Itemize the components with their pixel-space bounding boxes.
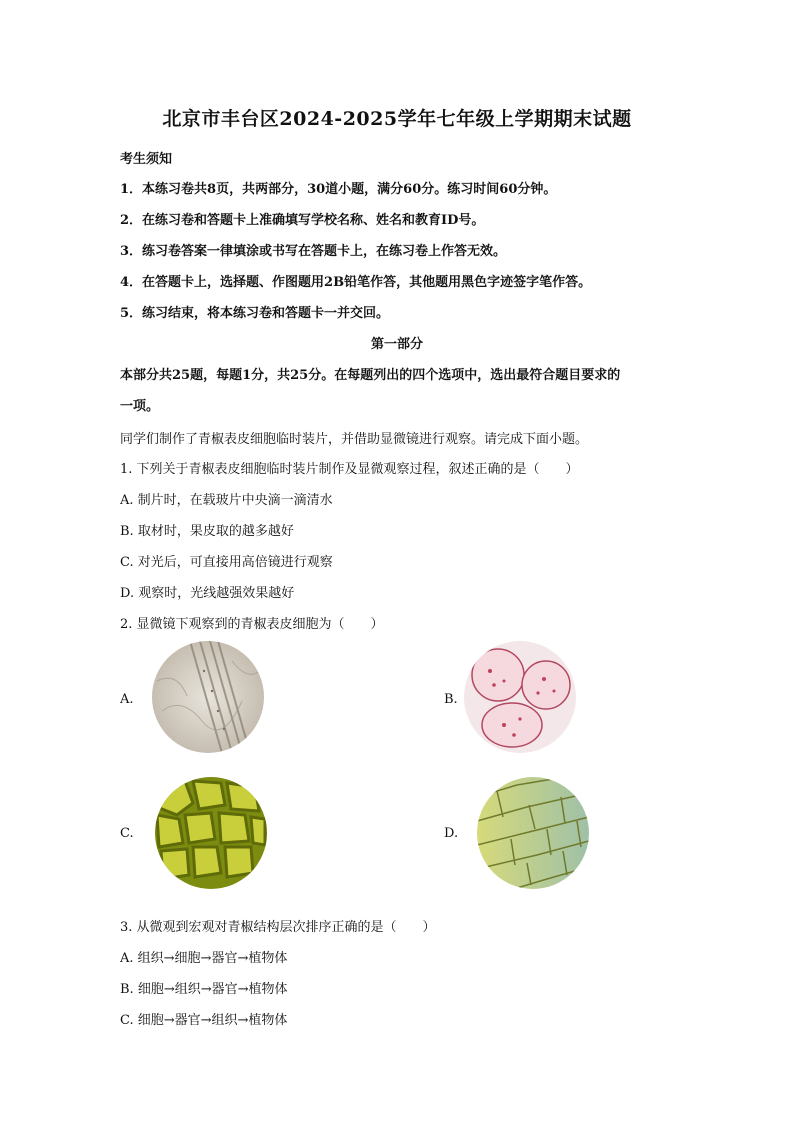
question-2-option-c-label: C. (120, 826, 134, 841)
notice-item-5: 5．练习结束，将本练习卷和答题卡一并交回。 (120, 306, 390, 321)
question-3-stem: 3. 从微观到宏观对青椒结构层次排序正确的是（ ） (120, 920, 436, 935)
notice-item-4: 4．在答题卡上，选择题、作图题用2B铅笔作答，其他题用黑色字迹签字笔作答。 (120, 275, 592, 290)
question-3-option-c: C. 细胞→器官→组织→植物体 (120, 1013, 288, 1028)
notice-heading: 考生须知 (120, 152, 173, 167)
question-2-option-a-label: A. (120, 692, 134, 707)
question-1-stem: 1. 下列关于青椒表皮细胞临时装片制作及显微观察过程，叙述正确的是（ ） (120, 462, 579, 477)
question-2-option-b-label: B. (444, 692, 458, 707)
part1-intro-line1: 本部分共25题，每题1分，共25分。在每题列出的四个选项中，选出最符合题目要求的 (120, 368, 621, 383)
question-1-option-b: B. 取材时，果皮取的越多越好 (120, 524, 294, 539)
question-2-stem: 2. 显微镜下观察到的青椒表皮细胞为（ ） (120, 617, 384, 632)
part1-intro-line2: 一项。 (120, 399, 160, 414)
round-red-stained-cells-micrograph-icon[interactable] (464, 641, 576, 753)
question-3-option-a: A. 组织→细胞→器官→植物体 (120, 951, 288, 966)
page-title: 北京市丰台区2024-2025学年七年级上学期期末试题 (162, 108, 632, 130)
question-3-option-b: B. 细胞→组织→器官→植物体 (120, 982, 288, 997)
question-1-option-a: A. 制片时，在载玻片中央滴一滴清水 (120, 493, 333, 508)
question-1-option-d: D. 观察时，光线越强效果越好 (120, 586, 295, 601)
notice-item-2: 2．在练习卷和答题卡上准确填写学校名称、姓名和教育ID号。 (120, 213, 485, 228)
part1-heading: 第一部分 (370, 337, 423, 352)
notice-item-1: 1．本练习卷共8页，共两部分，30道小题，满分60分。练习时间60分钟。 (120, 182, 557, 197)
notice-item-3: 3．练习卷答案一律填涂或书写在答题卡上，在练习卷上作答无效。 (120, 244, 507, 259)
question-2-option-d-label: D. (444, 826, 459, 841)
yellow-green-polygonal-cells-micrograph-icon[interactable] (155, 777, 267, 889)
elongated-green-epidermal-cells-micrograph-icon[interactable] (477, 777, 589, 889)
fibrous-plant-cells-micrograph-icon[interactable] (152, 641, 264, 753)
question-context: 同学们制作了青椒表皮细胞临时装片，并借助显微镜进行观察。请完成下面小题。 (120, 432, 589, 447)
question-1-option-c: C. 对光后，可直接用高倍镜进行观察 (120, 555, 333, 570)
